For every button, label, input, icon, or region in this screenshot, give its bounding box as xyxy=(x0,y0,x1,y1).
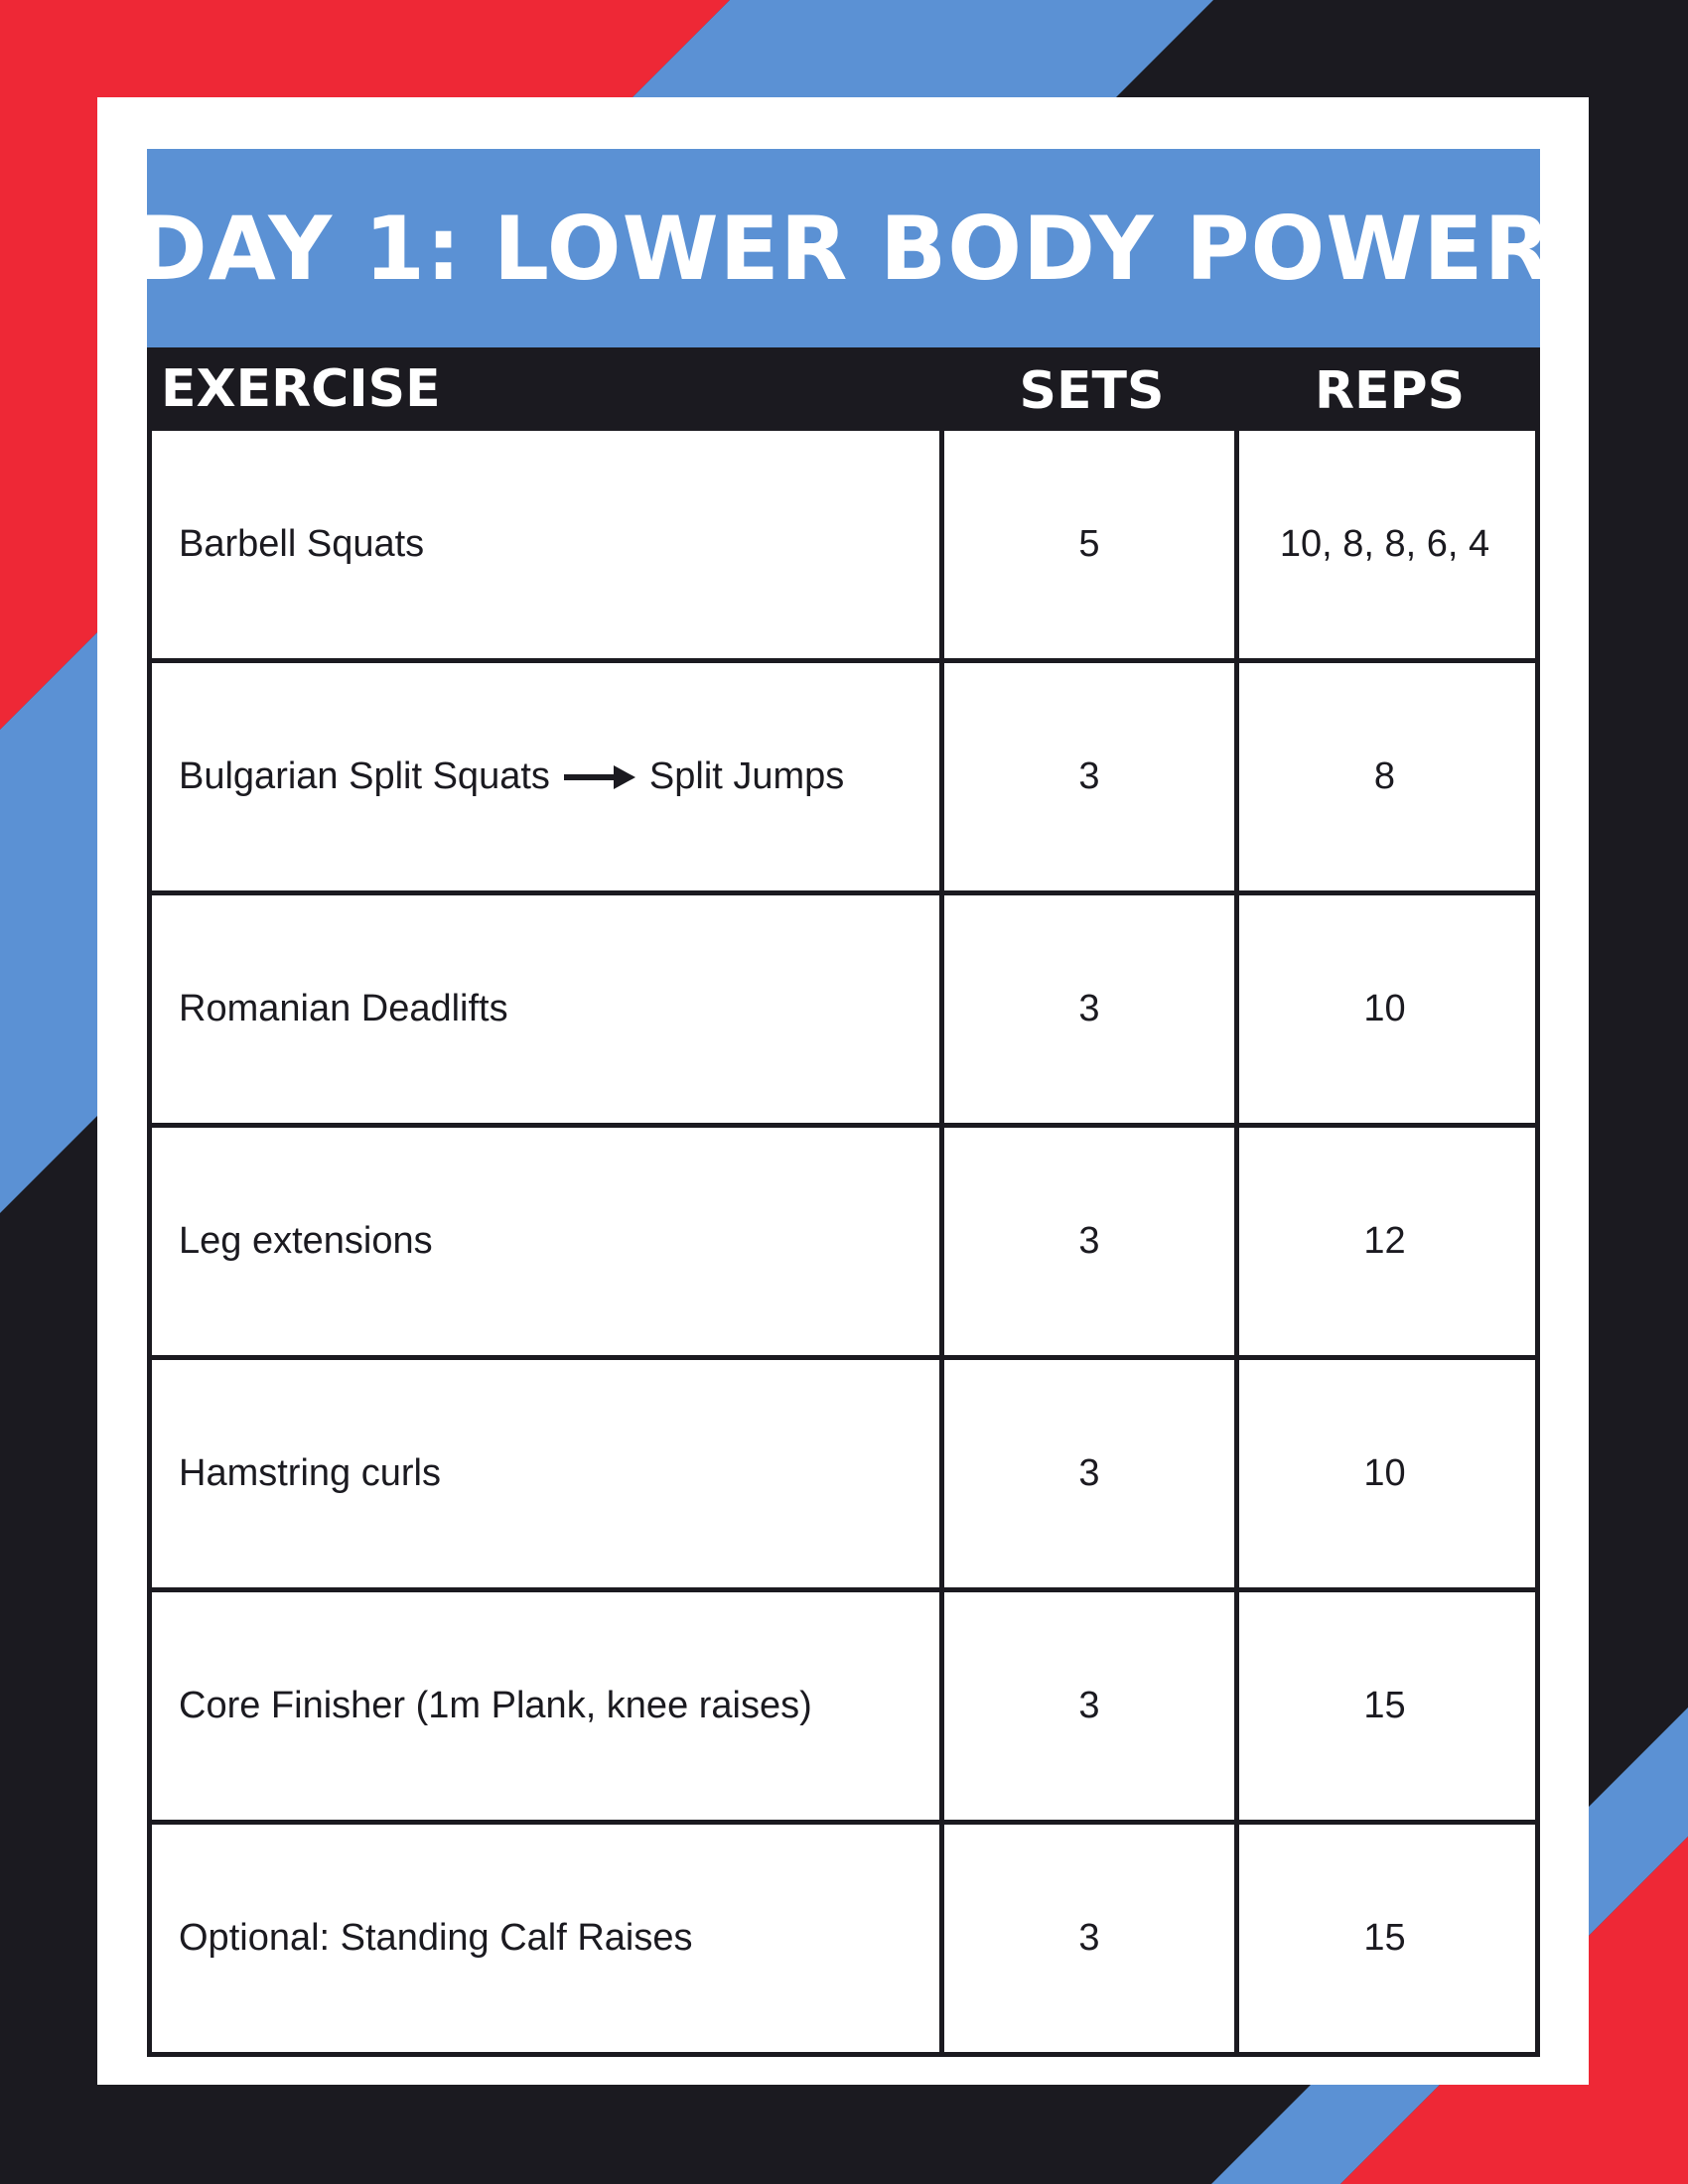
reps-cell: 10 xyxy=(1363,988,1406,1029)
sets-cell: 3 xyxy=(944,1825,1239,2052)
header-reps: REPS xyxy=(1314,361,1466,421)
table-row xyxy=(152,1592,1535,1825)
exercise-cell xyxy=(152,663,944,890)
reps-cell: 10 xyxy=(1363,1452,1406,1494)
table-header xyxy=(147,347,1540,431)
sets-cell: 3 xyxy=(944,1360,1239,1587)
table-body xyxy=(147,431,1540,2057)
reps-cell: 12 xyxy=(1363,1220,1406,1262)
exercise-cell: Barbell Squats xyxy=(152,431,944,658)
exercise-next-name: Split Jumps xyxy=(648,755,845,797)
reps-cell: 10, 8, 8, 6, 4 xyxy=(1279,523,1490,565)
sets-cell: 3 xyxy=(944,663,1239,890)
exercise-cell: Core Finisher (1m Plank, knee raises) xyxy=(152,1592,944,1820)
arrow-right-icon xyxy=(564,765,635,789)
reps-cell: 15 xyxy=(1363,1685,1406,1726)
table-row xyxy=(152,1825,1535,2057)
table-row xyxy=(152,1128,1535,1360)
header-sets: SETS xyxy=(1019,361,1165,421)
reps-cell: 15 xyxy=(1363,1917,1406,1959)
workout-table xyxy=(147,347,1540,2057)
header-exercise: EXERCISE xyxy=(161,359,441,419)
table-row xyxy=(152,431,1535,663)
page-title: DAY 1: LOWER BODY POWER xyxy=(134,197,1553,300)
table-row xyxy=(152,663,1535,895)
exercise-cell: Hamstring curls xyxy=(152,1360,944,1587)
sets-cell: 5 xyxy=(944,431,1239,658)
sets-cell: 3 xyxy=(944,1128,1239,1355)
exercise-cell: Optional: Standing Calf Raises xyxy=(152,1825,944,2052)
workout-card xyxy=(97,97,1589,2085)
reps-cell: 8 xyxy=(1373,755,1396,797)
sets-cell: 3 xyxy=(944,895,1239,1123)
title-banner xyxy=(134,149,1553,347)
table-row xyxy=(152,1360,1535,1592)
exercise-cell: Romanian Deadlifts xyxy=(152,895,944,1123)
exercise-name: Bulgarian Split Squats xyxy=(179,755,550,797)
sets-cell: 3 xyxy=(944,1592,1239,1820)
exercise-cell: Leg extensions xyxy=(152,1128,944,1355)
table-row xyxy=(152,895,1535,1128)
